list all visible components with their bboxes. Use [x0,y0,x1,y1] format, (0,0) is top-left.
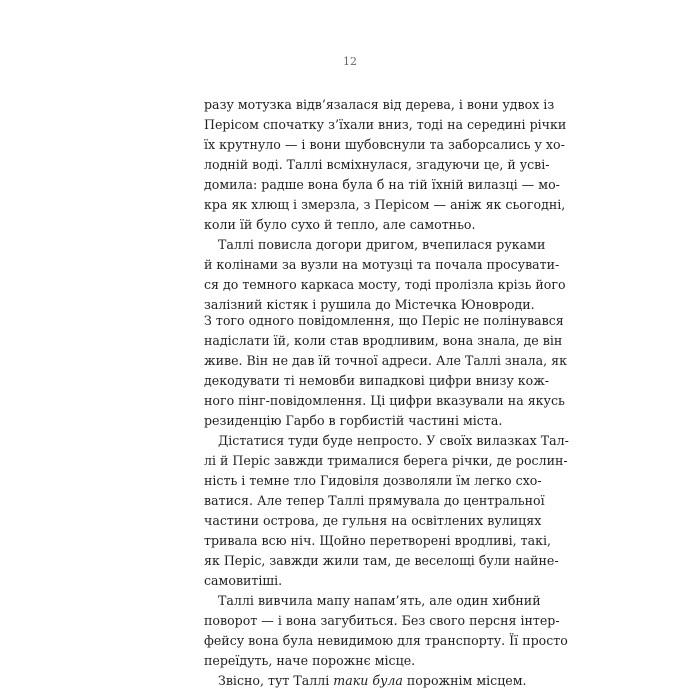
page-number: 12 [343,55,357,68]
text-line: коли їй було сухо й тепло, але самотньо. [204,217,476,232]
text-line: живе. Він не дав їй точної адреси. Але Таллі знала, як [204,353,567,368]
text-line: й колінами за вузли на мотузці та почала просувати- [204,257,560,272]
text-line: ність і темне тло Гидовіля дозволяли їм легко схо- [204,473,542,488]
text-line: надіслати їй, коли став вродливим, вона знала, де він [204,333,563,348]
text-line: їх крутнуло — і вони шубовснули та заборсались у хо- [204,137,565,152]
text-line: тривала всю ніч. Щойно перетворені вродливі, такі, [204,533,552,548]
text-line: ватися. Але тепер Таллі прямувала до центральної [204,493,545,508]
text-line: лодній воді. Таллі всміхнулася, згадуючи це, й усві- [204,157,550,172]
final-line-emphasis: таки була [333,673,403,688]
text-line: самовитіші. [204,573,283,588]
text-line: лі й Періс завжди трималися берега річки, де рослин- [204,453,568,468]
text-line: Таллі вивчила мапу напам’ять, але один хибний [218,593,541,608]
text-line: поворот — і вона загубиться. Без свого персня інтер- [204,613,560,628]
text-section-1 [204,95,567,315]
text-line: кра як хлющ і змерзла, з Перісом — аніж як сьогодні, [204,197,566,212]
text-line: переїдуть, наче порожнє місце. [204,653,416,668]
text-line: домила: радше вона була б на тій їхній вилазці — мо- [204,177,560,192]
text-line: Дістатися туди буде непросто. У своїх вилазках Тал- [218,433,569,448]
text-line: Таллі повисла догори дригом, вчепилася руками [218,237,546,252]
text-line: ся до темного каркаса мосту, тоді пролізла крізь його [204,277,566,292]
text-section-2 [204,311,569,691]
text-line: ного пінг-повідомлення. Ці цифри вказували на якусь [204,393,565,408]
final-line-start: Звісно, тут Таллі [218,673,334,688]
text-line: залізний кістяк і рушила до Містечка Юновроди. [204,297,535,312]
final-line-end: порожнім місцем. [402,673,527,688]
final-text-line [204,671,527,691]
text-line: декодувати ті немовби випадкові цифри внизу кож- [204,373,550,388]
text-line: фейсу вона була невидимою для транспорту. Її просто [204,633,568,648]
text-line: Перісом спочатку з’їхали вниз, тоді на середині річки [204,117,567,132]
text-line: частини острова, де гульня на освітлених вулицях [204,513,542,528]
text-line: З того одного повідомлення, що Періс не полінувався [204,313,564,328]
text-line: разу мотузка відв’язалася від дерева, і вони удвох із [204,97,555,112]
text-line: як Періс, завжди жили там, де веселощі були найне- [204,553,559,568]
text-line: резиденцію Гарбо в горбистій частині міста. [204,413,503,428]
